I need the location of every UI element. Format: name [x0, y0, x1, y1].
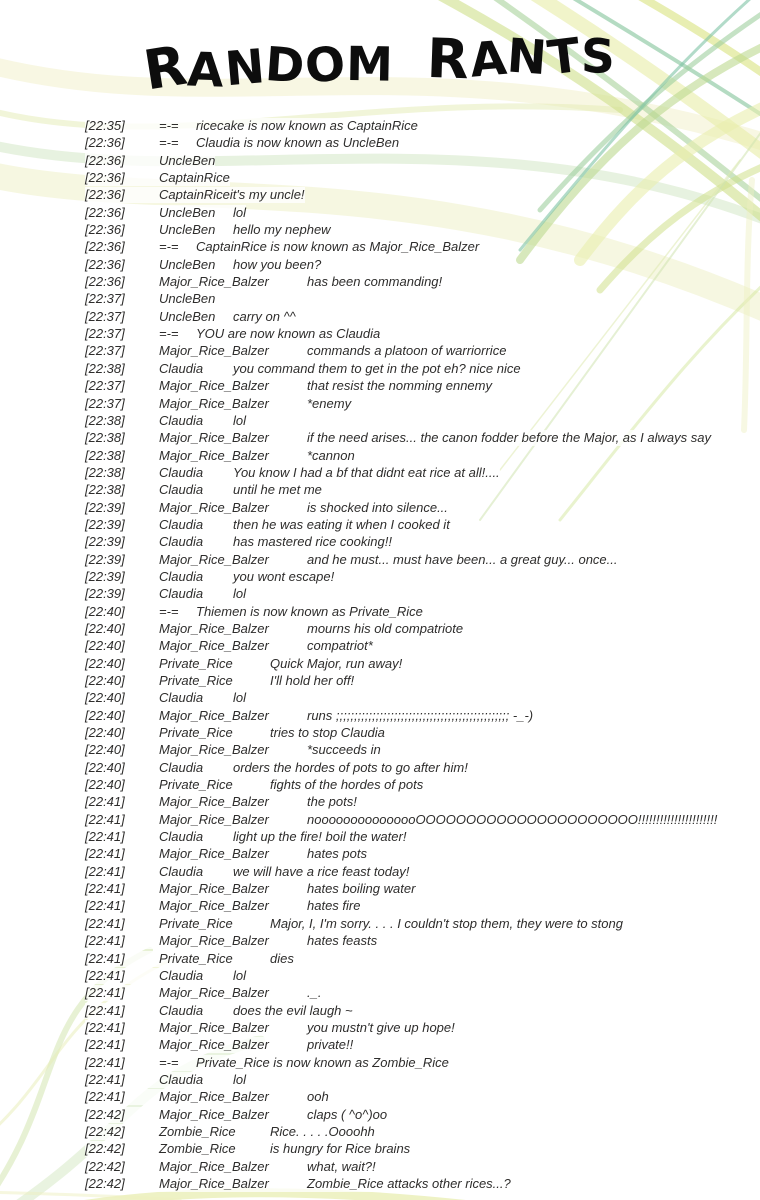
- title-letter: S: [580, 29, 617, 85]
- chat-line-text: [22:41] Major_Rice_Balzer hates feasts: [85, 933, 378, 949]
- chat-line: [85, 1002, 717, 1019]
- chat-line-text: [22:39] Claudia has mastered rice cooking!!: [85, 534, 392, 550]
- chat-line: [85, 1106, 717, 1123]
- chat-line: [85, 117, 717, 134]
- chat-line: [85, 897, 717, 914]
- chat-line-text: [22:39] Major_Rice_Balzer is shocked into silence...: [85, 499, 448, 515]
- chat-line: [85, 880, 717, 897]
- title-letter: D: [263, 36, 308, 95]
- chat-line-text: [22:39] Claudia lol: [85, 586, 247, 602]
- chat-line-text: [22:39] Claudia then he was eating it when I cooked it: [85, 516, 450, 532]
- chat-line-text: [22:41] Major_Rice_Balzer ._.: [85, 985, 322, 1001]
- chat-line-text: [22:40] Claudia orders the hordes of pots to go after him!: [85, 759, 468, 775]
- chat-line: [85, 516, 717, 533]
- chat-line-text: [22:37] UncleBen: [85, 291, 216, 307]
- chat-line-text: [22:41] Claudia light up the fire! boil the water!: [85, 829, 407, 845]
- chat-line: [85, 1071, 717, 1088]
- chat-line: [85, 464, 717, 481]
- chat-line-text: [22:39] Claudia you wont escape!: [85, 568, 335, 584]
- chat-line-text: [22:41] Claudia we will have a rice feast today!: [85, 863, 410, 879]
- chat-line-text: [22:37] UncleBen carry on ^^: [85, 308, 296, 324]
- chat-line-text: [22:41] Claudia lol: [85, 1071, 247, 1087]
- chat-line: [85, 845, 717, 862]
- chat-line-text: [22:40] Private_Rice Quick Major, run away!: [85, 655, 403, 671]
- chat-line: [85, 221, 717, 238]
- chat-line-text: [22:41] Claudia lol: [85, 967, 247, 983]
- chat-line-text: [22:41] Claudia does the evil laugh ~: [85, 1002, 353, 1018]
- chat-line: [85, 620, 717, 637]
- title-letter: O: [301, 35, 350, 96]
- chat-line: [85, 707, 717, 724]
- chat-line-text: [22:42] Major_Rice_Balzer claps ( ^o^)oo: [85, 1106, 388, 1122]
- chat-line: [85, 689, 717, 706]
- chat-line: [85, 256, 717, 273]
- chat-line: [85, 793, 717, 810]
- chat-line-text: [22:40] =-= Thiemen is now known as Private_Rice: [85, 603, 423, 619]
- chat-line: [85, 169, 717, 186]
- title-letter: A: [186, 42, 226, 99]
- chat-line-text: [22:41] Private_Rice Major, I, I'm sorry. . . . I couldn't stop them, they were to stong: [85, 915, 623, 931]
- chat-line: [85, 447, 717, 464]
- chat-line-text: [22:36] UncleBen lol: [85, 204, 247, 220]
- chat-line-text: [22:40] Private_Rice tries to stop Claudia: [85, 725, 385, 741]
- chat-line-text: [22:42] Zombie_Rice is hungry for Rice brains: [85, 1141, 411, 1157]
- chat-line: [85, 637, 717, 654]
- chat-line: [85, 568, 717, 585]
- chat-line: [85, 325, 717, 342]
- chat-line-text: [22:41] Major_Rice_Balzer private!!: [85, 1037, 354, 1053]
- chat-line-text: [22:36] CaptainRice: [85, 170, 230, 186]
- chat-line: [85, 342, 717, 359]
- chat-line-text: [22:37] Major_Rice_Balzer commands a platoon of warriorrice: [85, 343, 507, 359]
- chat-line: [85, 672, 717, 689]
- chat-line: [85, 603, 717, 620]
- chat-line-text: [22:41] Major_Rice_Balzer hates pots: [85, 846, 367, 862]
- chat-line-text: [22:36] UncleBen how you been?: [85, 256, 322, 272]
- chat-line: [85, 811, 717, 828]
- chat-line: [85, 186, 717, 203]
- chat-line: [85, 429, 717, 446]
- chat-line-text: [22:41] Major_Rice_Balzer hates fire: [85, 898, 361, 914]
- chat-line: [85, 776, 717, 793]
- chat-line-text: [22:37] =-= YOU are now known as Claudia: [85, 326, 381, 342]
- chat-line: [85, 395, 717, 412]
- title-letter: A: [467, 30, 510, 89]
- title-letter: T: [544, 27, 585, 87]
- chat-line: [85, 932, 717, 949]
- chat-line: [85, 1175, 717, 1192]
- chat-line: [85, 290, 717, 307]
- chat-line: [85, 828, 717, 845]
- chat-line-text: [22:36] CaptainRiceit's my uncle!: [85, 187, 305, 203]
- chat-line-text: [22:36] UncleBen hello my nephew: [85, 222, 331, 238]
- chat-line: [85, 1123, 717, 1140]
- chat-line: [85, 741, 717, 758]
- chat-line-text: [22:39] Major_Rice_Balzer and he must... must have been... a great guy... once...: [85, 551, 618, 567]
- chat-line: [85, 915, 717, 932]
- chat-line-text: [22:41] Private_Rice dies: [85, 950, 294, 966]
- chat-line-text: [22:38] Claudia lol: [85, 412, 247, 428]
- chat-line-text: [22:40] Major_Rice_Balzer mourns his old compatriote: [85, 620, 464, 636]
- chat-line-text: [22:40] Major_Rice_Balzer runs ;;;;;;;;;;;;;;;;;;;;;;;;;;;;;;;;;;;;;;;;;;;;;;;; -_-): [85, 707, 534, 723]
- chat-line-text: [22:41] Major_Rice_Balzer ooh: [85, 1089, 329, 1105]
- chat-line: [85, 1158, 717, 1175]
- chat-line: [85, 724, 717, 741]
- chat-line: [85, 967, 717, 984]
- chat-line: [85, 377, 717, 394]
- chat-line-text: [22:42] Major_Rice_Balzer what, wait?!: [85, 1158, 376, 1174]
- chat-line: [85, 759, 717, 776]
- chat-line: [85, 134, 717, 151]
- chat-line-text: [22:38] Claudia you command them to get in the pot eh? nice nice: [85, 360, 521, 376]
- chat-line-text: [22:42] Zombie_Rice Rice. . . . .Oooohh: [85, 1123, 375, 1139]
- chat-line-text: [22:41] Major_Rice_Balzer you mustn't give up hope!: [85, 1019, 455, 1035]
- chat-line-text: [22:38] Claudia until he met me: [85, 482, 322, 498]
- chat-line: [85, 585, 717, 602]
- chat-line: [85, 308, 717, 325]
- chat-line: [85, 950, 717, 967]
- chat-line-text: [22:37] Major_Rice_Balzer that resist the nomming ennemy: [85, 378, 492, 394]
- chat-line-text: [22:36] Major_Rice_Balzer has been commanding!: [85, 274, 443, 290]
- chat-line-text: [22:40] Private_Rice fights of the hordes of pots: [85, 777, 424, 793]
- chat-line: [85, 1054, 717, 1071]
- chat-line: [85, 655, 717, 672]
- chat-line-text: [22:36] UncleBen: [85, 152, 216, 168]
- chat-line-text: [22:41] Major_Rice_Balzer nooooooooooooooOOOOOOOOOOOOOOOOOOOOOO!!!!!!!!!!!!!!!!!!!!!!: [85, 811, 718, 827]
- chat-line-text: [22:40] Claudia lol: [85, 690, 247, 706]
- chat-line: [85, 984, 717, 1001]
- chat-line: [85, 481, 717, 498]
- title-letter: M: [345, 36, 395, 93]
- chat-line-text: [22:40] Major_Rice_Balzer *succeeds in: [85, 742, 381, 758]
- chat-line-text: [22:36] =-= CaptainRice is now known as Major_Rice_Balzer: [85, 239, 480, 255]
- title-letter: N: [505, 28, 550, 87]
- chat-line-text: [22:36] =-= Claudia is now known as UncleBen: [85, 135, 400, 151]
- chat-line-text: [22:38] Claudia You know I had a bf that didnt eat rice at all!....: [85, 464, 500, 480]
- title-letter: R: [139, 32, 193, 103]
- chat-line: [85, 551, 717, 568]
- chat-line: [85, 499, 717, 516]
- chat-line: [85, 863, 717, 880]
- chat-line-text: [22:41] Major_Rice_Balzer hates boiling water: [85, 881, 416, 897]
- chat-line-text: [22:42] Major_Rice_Balzer Zombie_Rice attacks other rices...?: [85, 1175, 511, 1191]
- chat-line-text: [22:35] =-= ricecake is now known as CaptainRice: [85, 118, 418, 133]
- chat-line: [85, 152, 717, 169]
- chat-line: [85, 1088, 717, 1105]
- chat-line: [85, 412, 717, 429]
- chat-line-text: [22:38] Major_Rice_Balzer if the need arises... the canon fodder before the Major, as I always say: [85, 430, 711, 446]
- chat-line-text: [22:37] Major_Rice_Balzer *enemy: [85, 395, 352, 411]
- chat-line-text: [22:41] Major_Rice_Balzer the pots!: [85, 794, 357, 810]
- chat-line: [85, 360, 717, 377]
- chat-line: [85, 1140, 717, 1157]
- title-letter: N: [222, 39, 268, 98]
- chat-line: [85, 1036, 717, 1053]
- chat-log: [85, 117, 717, 1192]
- title-letter: R: [425, 25, 472, 92]
- chat-line-text: [22:41] =-= Private_Rice is now known as Zombie_Rice: [85, 1054, 449, 1070]
- chat-line: [85, 238, 717, 255]
- chat-line: [85, 1019, 717, 1036]
- chat-line-text: [22:40] Major_Rice_Balzer compatriot*: [85, 638, 373, 654]
- chat-line-text: [22:38] Major_Rice_Balzer *cannon: [85, 447, 355, 463]
- chat-line: [85, 533, 717, 550]
- chat-line: [85, 273, 717, 290]
- chat-line: [85, 204, 717, 221]
- chat-line-text: [22:40] Private_Rice I'll hold her off!: [85, 673, 355, 688]
